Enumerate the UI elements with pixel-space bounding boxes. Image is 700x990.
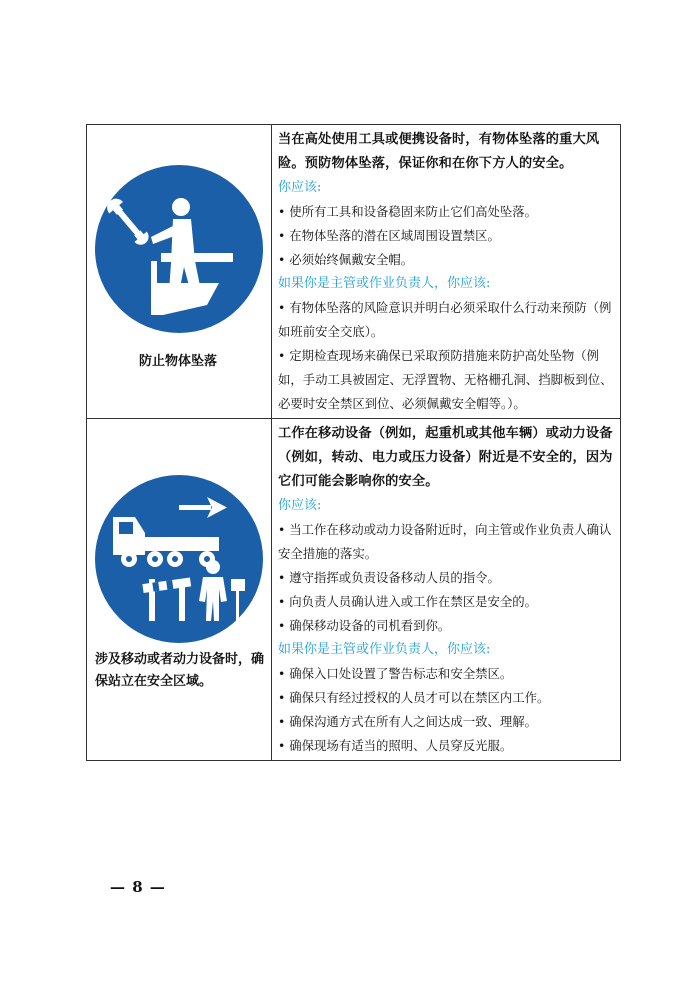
list-item: • 遵守指挥或负责设备移动人员的指令。 <box>278 570 500 585</box>
rule-title: 工作在移动设备（例如，起重机或其他车辆）或动力设备（例如，转动、电力或压力设备）附近是不安全的，因为它们可能会影响你的安全。 <box>278 426 613 489</box>
rules-table <box>86 124 621 761</box>
list-item: • 当工作在移动或动力设备附近时，向主管或作业负责人确认安全措施的落实。 <box>278 522 612 561</box>
sign-cell <box>87 125 272 419</box>
falling-objects-sign-icon <box>95 165 263 333</box>
list-item: • 确保入口处设置了警告标志和安全禁区。 <box>278 666 513 681</box>
supervisor-heading: 如果你是主管或作业负责人，你应该: <box>278 276 491 291</box>
list-item: • 向负责人员确认进入或工作在禁区是安全的。 <box>278 594 538 609</box>
rule-text-cell <box>272 419 621 761</box>
rule-title: 当在高处使用工具或便携设备时，有物体坠落的重大风险。预防物体坠落，保证你和在你下方人的安全。 <box>278 132 600 171</box>
sign-label: 涉及移动或者动力设备时，确保站立在安全区域。 <box>95 652 265 689</box>
supervisor-heading: 如果你是主管或作业负责人，你应该: <box>278 642 491 657</box>
sign-cell <box>87 419 272 761</box>
page-number: — 8 — <box>110 878 166 896</box>
list-item: • 确保只有经过授权的人员才可以在禁区内工作。 <box>278 690 550 705</box>
rule-text-cell <box>272 125 621 419</box>
moving-equipment-sign-icon <box>95 475 263 643</box>
you-should-heading: 你应该: <box>278 180 322 195</box>
list-item: • 确保沟通方式在所有人之间达成一致、理解。 <box>278 714 538 729</box>
list-item: • 确保现场有适当的照明、人员穿反光服。 <box>278 738 513 753</box>
rule-row-moving-equipment <box>87 419 621 761</box>
list-item: • 定期检查现场来确保已采取预防措施来防护高处坠物（例如，手动工具被固定、无浮置物、无格栅孔洞、挡脚板到位、必要时安全禁区到位、必须佩戴安全帽等。）。 <box>278 348 613 411</box>
list-item: • 必须始终佩戴安全帽。 <box>278 252 414 267</box>
list-item: • 使所有工具和设备稳固来防止它们高处坠落。 <box>278 204 538 219</box>
rule-row-falling-objects <box>87 125 621 419</box>
sign-label: 防止物体坠落 <box>139 354 218 369</box>
list-item: • 确保移动设备的司机看到你。 <box>278 618 451 633</box>
you-should-heading: 你应该: <box>278 498 322 513</box>
list-item: • 在物体坠落的潜在区域周围设置禁区。 <box>278 228 500 243</box>
list-item: • 有物体坠落的风险意识并明白必须采取什么行动来预防（例如班前安全交底）。 <box>278 300 612 339</box>
